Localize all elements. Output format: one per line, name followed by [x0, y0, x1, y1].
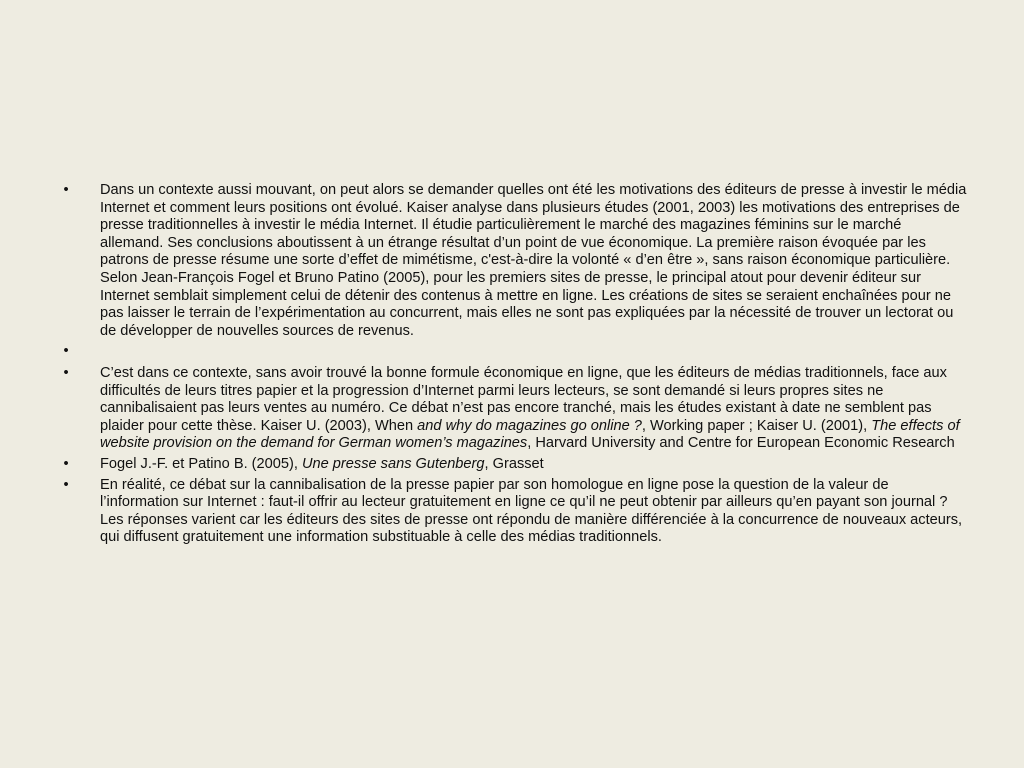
bullet-icon: •	[63, 364, 69, 381]
citation-title: The effects of website provision on the demand for German women’s magazines	[100, 417, 960, 452]
bullet-paragraph-reference	[56, 456, 968, 474]
bullet-empty	[56, 343, 968, 361]
bullet-icon: •	[63, 476, 69, 493]
paragraph-text-part: , Harvard University and Centre for European Economic Research	[527, 435, 955, 452]
bullet-icon: •	[63, 182, 69, 198]
bullet-paragraph-context	[56, 365, 968, 453]
paragraph-text: En réalité, ce débat sur la cannibalisation de la presse papier par son homologue en ligne pose la question de la valeur de l’information sur Internet : faut-il offrir au lecteur gratuitement en ligne ce qu’il ne peut obtenir par ailleurs qu’en payant son journal ? Les réponses varient car les éditeurs des sites de presse ont répondu de manière différenciée à la concurrence de nouveaux acteurs, qui diffusent gratuitement une information substituable à celle des médias traditionnels.	[100, 476, 963, 546]
paragraph-text	[100, 456, 544, 472]
citation-title: and why do magazines go online ?	[417, 417, 642, 434]
bullet-paragraph-motivations	[56, 182, 968, 340]
bullet-icon: •	[63, 343, 69, 360]
bullet-paragraph-reality	[56, 477, 968, 547]
paragraph-text-part: , Grasset	[484, 455, 544, 472]
bullet-icon: •	[63, 455, 69, 472]
bullet-list	[56, 182, 968, 550]
paragraph-text-part: Fogel J.-F. et Patino B. (2005),	[100, 455, 302, 472]
paragraph-text	[100, 365, 960, 451]
paragraph-text-part: C’est dans ce contexte, sans avoir trouvé la bonne formule économique en ligne, que les éditeurs de médias traditionnels, face aux difficultés de leurs titres papier et la progression d’Internet parmi leurs lecteurs, se sont demandé si leurs propres sites ne cannibalisaient pas leurs ventes au numéro. Ce débat n’est pas encore tranché, mais les études existant à date ne semblent pas plaider pour cette thèse. Kaiser U. (2003), When	[100, 364, 947, 434]
paragraph-text: Dans un contexte aussi mouvant, on peut alors se demander quelles ont été les motivations des éditeurs de presse à investir le média Internet et comment leurs positions ont évolué. Kaiser analyse dans plusieurs études (2001, 2003) les motivations des entreprises de presse traditionnelles à investir le média Internet. Il étudie particulièrement le marché des magazines féminins sur le marché allemand. Ses conclusions aboutissent à un étrange résultat d’un point de vue économique. La première raison évoquée par les patrons de presse résume une sorte d’effet de mimétisme, c'est-à-dire la volonté « d’en être », sans raison économique particulière. Selon Jean-François Fogel et Bruno Patino (2005), pour les premiers sites de presse, le principal atout pour devenir éditeur sur Internet semblait simplement celui de détenir des contenus à mettre en ligne. Les créations de sites se seraient enchaînées pour ne pas laisser le terrain de l’expérimentation au concurrent, mais elles ne sont pas expliquées par la nécessité de trouver un lectorat ou de développer de nouvelles sources de revenus.	[100, 182, 967, 339]
paragraph-text-part: , Working paper ; Kaiser U. (2001),	[641, 417, 872, 434]
citation-title: Une presse sans Gutenberg	[301, 455, 485, 472]
